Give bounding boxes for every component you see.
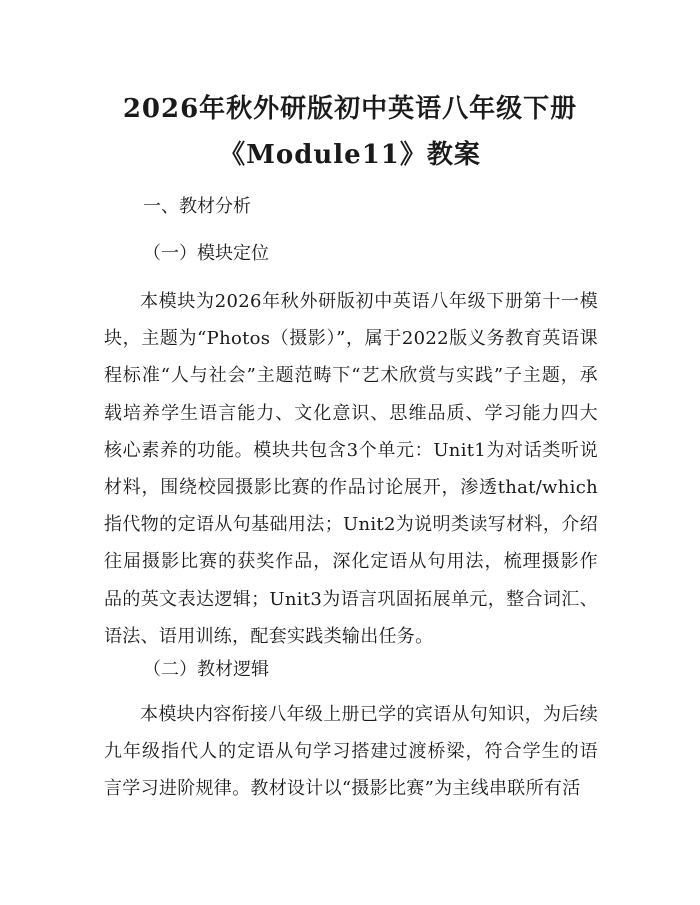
section-heading-textbook-analysis: 一、教材分析 [143,196,251,217]
document-title-line-1: 2026年秋外研版初中英语八年级下册 [122,94,578,124]
paragraph-textbook-logic: 本模块内容衔接八年级上册已学的宾语从句知识，为后续九年级指代人的定语从句学习搭建过渡桥梁，符合学生的语言学习进阶规律。教材设计以“摄影比赛”为主线串联所有活 [104,704,598,800]
paragraph-module-positioning: 本模块为2026年秋外研版初中英语八年级下册第十一模块，主题为“Photos（摄影）”，属于2022版义务教育英语课程标准“人与社会”主题范畴下“艺术欣赏与实践”子主题，承载培养学生语言能力、文化意识、思维品质、学习能力四大核心素养的功能。模块共包含3个单元：Unit1为对话类听说材料，围绕校园摄影比赛的作品讨论展开，渗透that/which指代物的定语从句基础用法；Unit2为说明类读写材料，介绍往届摄影比赛的获奖作品，深化定语从句用法，梳理摄影作品的英文表达逻辑；Unit3为语言巩固拓展单元，整合词汇、语法、语用训练，配套实践类输出任务。 [104,291,598,647]
document-title-line-2: 《Module11》教案 [219,140,481,170]
subsection-heading-module-positioning: （一）模块定位 [143,243,269,264]
subsection-heading-textbook-logic: （二）教材逻辑 [143,659,269,680]
